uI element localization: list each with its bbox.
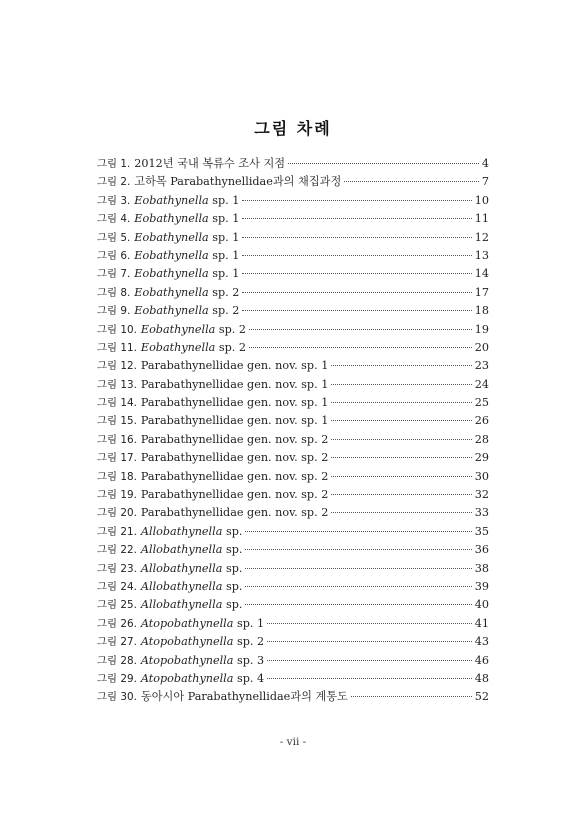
- dot-leader: [245, 549, 471, 550]
- figure-number: 그림 29.: [97, 672, 137, 685]
- toc-page-number: 18: [474, 304, 489, 318]
- species-suffix: sp. 1: [208, 267, 240, 281]
- genus-name: Allobathynella: [140, 524, 223, 538]
- genus-name: Eobathynella: [140, 340, 216, 354]
- toc-entry[interactable]: [97, 247, 489, 265]
- figure-caption: Parabathynellidae gen. nov. sp. 2: [140, 469, 329, 483]
- dot-leader: [331, 439, 471, 440]
- toc-entry-label: [97, 394, 328, 409]
- toc-page-number: 46: [474, 653, 489, 667]
- genus-name: Eobathynella: [134, 230, 209, 244]
- figure-caption: 2012년 국내 복류수 조사 지점: [134, 157, 286, 170]
- figure-number: 그림 3.: [97, 194, 131, 207]
- genus-name: Eobathynella: [134, 193, 209, 207]
- figure-caption: Parabathynellidae gen. nov. sp. 2: [140, 432, 329, 446]
- toc-page-number: 28: [474, 432, 489, 446]
- species-suffix: sp. 2: [215, 340, 247, 354]
- genus-name: Eobathynella: [134, 304, 209, 318]
- toc-page-number: 36: [474, 543, 489, 557]
- figure-number: 그림 6.: [97, 249, 131, 262]
- toc-entry-label: [97, 596, 242, 611]
- toc-entry[interactable]: [97, 504, 489, 522]
- dot-leader: [331, 365, 471, 366]
- dot-leader: [331, 420, 471, 421]
- toc-entry-label: [97, 431, 328, 446]
- toc-entry-label: [97, 265, 239, 280]
- genus-name: Eobathynella: [134, 267, 209, 281]
- toc-entry[interactable]: [97, 210, 489, 228]
- toc-page-number: 38: [474, 561, 489, 575]
- figure-number: 그림 20.: [97, 507, 137, 520]
- genus-name: Allobathynella: [140, 579, 223, 593]
- figure-number: 그림 10.: [97, 323, 137, 336]
- figure-number: 그림 19.: [97, 489, 137, 502]
- toc-page-number: 33: [474, 506, 489, 520]
- genus-name: Atopobathynella: [140, 635, 234, 649]
- dot-leader: [288, 163, 479, 164]
- toc-entry-label: [97, 339, 246, 354]
- toc-page-number: 23: [474, 359, 489, 373]
- toc-page-number: 32: [474, 488, 489, 502]
- figure-number: 그림 25.: [97, 599, 137, 612]
- toc-page-number: 30: [474, 469, 489, 483]
- toc-page-number: 39: [474, 579, 489, 593]
- species-suffix: sp.: [222, 543, 243, 557]
- toc-entry-label: [97, 284, 239, 299]
- dot-leader: [331, 494, 471, 495]
- dot-leader: [331, 512, 471, 513]
- toc-entry-label: [97, 468, 328, 483]
- toc-entry-label: [97, 578, 242, 593]
- dot-leader: [267, 641, 472, 642]
- dot-leader: [242, 273, 471, 274]
- species-suffix: sp.: [222, 524, 243, 538]
- genus-name: Allobathynella: [140, 561, 223, 575]
- species-suffix: sp. 3: [233, 653, 265, 667]
- toc-entry[interactable]: [97, 229, 489, 247]
- toc-entry-label: [97, 615, 264, 630]
- toc-entry-label: [97, 321, 246, 336]
- toc-entry[interactable]: [97, 173, 489, 191]
- toc-page-number: 20: [474, 340, 489, 354]
- figure-caption: 고하목 Parabathynellidae과의 채집과정: [134, 175, 342, 189]
- figure-number: 그림 15.: [97, 415, 137, 428]
- toc-entry-label: [97, 541, 242, 556]
- figure-number: 그림 17.: [97, 452, 137, 465]
- genus-name: Atopobathynella: [140, 653, 234, 667]
- figure-caption: Parabathynellidae gen. nov. sp. 2: [140, 451, 329, 465]
- figure-number: 그림 1.: [97, 158, 131, 170]
- species-suffix: sp. 1: [208, 230, 240, 244]
- toc-entry-label: [97, 247, 239, 262]
- species-suffix: sp. 4: [233, 671, 265, 685]
- toc-entry-label: [97, 633, 264, 648]
- dot-leader: [249, 347, 472, 348]
- dot-leader: [267, 623, 472, 624]
- toc-entry-label: [97, 192, 239, 207]
- toc-entry[interactable]: [97, 633, 489, 651]
- figure-caption: Parabathynellidae gen. nov. sp. 1: [140, 396, 329, 410]
- toc-page-number: 10: [474, 193, 489, 207]
- dot-leader: [245, 586, 471, 587]
- species-suffix: sp.: [222, 561, 243, 575]
- toc-page-number: 14: [474, 267, 489, 281]
- toc-entry[interactable]: [97, 652, 489, 670]
- figure-caption: Parabathynellidae gen. nov. sp. 2: [140, 506, 329, 520]
- toc-page-number: 25: [474, 396, 489, 410]
- figure-number: 그림 5.: [97, 231, 131, 244]
- figure-number: 그림 22.: [97, 544, 137, 557]
- toc-page-number: 19: [474, 322, 489, 336]
- species-suffix: sp. 2: [208, 285, 240, 299]
- genus-name: Allobathynella: [140, 598, 223, 612]
- dot-leader: [242, 292, 471, 293]
- dot-leader: [245, 568, 471, 569]
- toc-entry[interactable]: [97, 523, 489, 541]
- species-suffix: sp. 1: [208, 193, 240, 207]
- toc-entry[interactable]: [97, 578, 489, 596]
- toc-page-number: 52: [474, 690, 489, 704]
- toc-entry[interactable]: [97, 596, 489, 614]
- toc-entry[interactable]: [97, 321, 489, 339]
- toc-entry[interactable]: [97, 615, 489, 633]
- toc-entry[interactable]: [97, 449, 489, 467]
- dot-leader: [267, 678, 472, 679]
- figure-number: 그림 11.: [97, 341, 137, 354]
- toc-page-number: 13: [474, 248, 489, 262]
- dot-leader: [242, 255, 471, 256]
- figure-number: 그림 16.: [97, 433, 137, 446]
- dot-leader: [249, 329, 472, 330]
- figure-number: 그림 14.: [97, 397, 137, 410]
- toc-page-number: 35: [474, 524, 489, 538]
- toc-entry-label: [97, 357, 328, 372]
- toc-page-number: 12: [474, 230, 489, 244]
- toc-entry[interactable]: [97, 265, 489, 283]
- toc-entry-label: [97, 688, 348, 704]
- toc-page-number: 7: [481, 175, 489, 189]
- toc-entry[interactable]: [97, 541, 489, 559]
- dot-leader: [267, 660, 472, 661]
- toc-entry[interactable]: [97, 688, 489, 706]
- toc-entry[interactable]: [97, 192, 489, 210]
- toc-entry-label: [97, 486, 328, 501]
- toc-entry-label: [97, 302, 239, 317]
- toc-page-number: 26: [474, 414, 489, 428]
- toc-page-number: 48: [474, 671, 489, 685]
- genus-name: Atopobathynella: [140, 671, 234, 685]
- toc-entry[interactable]: [97, 412, 489, 430]
- toc-entry[interactable]: [97, 486, 489, 504]
- toc-page-number: 17: [474, 285, 489, 299]
- toc-entry[interactable]: [97, 302, 489, 320]
- dot-leader: [245, 604, 471, 605]
- dot-leader: [242, 237, 471, 238]
- toc-page-number: 11: [474, 212, 489, 226]
- page-title: 그림 차례: [254, 119, 332, 138]
- dot-leader: [245, 531, 471, 532]
- figure-caption: Parabathynellidae gen. nov. sp. 1: [140, 414, 329, 428]
- figure-number: 그림 12.: [97, 360, 137, 373]
- toc-page-number: 41: [474, 616, 489, 630]
- toc-entry-label: [97, 173, 341, 189]
- toc-entry-label: [97, 670, 264, 685]
- dot-leader: [331, 457, 471, 458]
- toc-entry-label: [97, 449, 328, 464]
- dot-leader: [242, 218, 471, 219]
- toc-page-number: 43: [474, 635, 489, 649]
- toc-entry-label: [97, 504, 328, 519]
- figure-number: 그림 9.: [97, 305, 131, 318]
- toc-entry-label: [97, 652, 264, 667]
- species-suffix: sp. 2: [233, 635, 265, 649]
- figure-number: 그림 7.: [97, 268, 131, 281]
- toc-page-number: 29: [474, 451, 489, 465]
- toc-entry-label: [97, 210, 239, 225]
- toc-entry-label: [97, 560, 242, 575]
- species-suffix: sp.: [222, 598, 243, 612]
- genus-name: Eobathynella: [140, 322, 216, 336]
- species-suffix: sp. 2: [208, 304, 240, 318]
- figure-number: 그림 2.: [97, 176, 131, 189]
- toc-entry-label: [97, 155, 285, 171]
- figure-number: 그림 8.: [97, 286, 131, 299]
- toc-page-number: 4: [481, 157, 489, 170]
- dot-leader: [331, 384, 471, 385]
- figure-caption: Parabathynellidae gen. nov. sp. 1: [140, 359, 329, 373]
- figure-caption: Parabathynellidae gen. nov. sp. 1: [140, 377, 329, 391]
- toc-entry-label: [97, 376, 328, 391]
- dot-leader: [242, 310, 471, 311]
- figure-caption: Parabathynellidae gen. nov. sp. 2: [140, 488, 329, 502]
- species-suffix: sp. 1: [233, 616, 265, 630]
- figure-number: 그림 30.: [97, 691, 137, 704]
- dot-leader: [351, 696, 472, 697]
- figure-number: 그림 4.: [97, 213, 131, 226]
- toc-entry[interactable]: [97, 670, 489, 688]
- toc-entry-label: [97, 229, 239, 244]
- toc-entry[interactable]: [97, 155, 489, 173]
- dot-leader: [331, 402, 471, 403]
- toc-entry[interactable]: [97, 376, 489, 394]
- toc-page-number: 24: [474, 377, 489, 391]
- toc-entry[interactable]: [97, 339, 489, 357]
- species-suffix: sp. 1: [208, 248, 240, 262]
- figure-number: 그림 28.: [97, 654, 137, 667]
- genus-name: Eobathynella: [134, 212, 209, 226]
- figure-number: 그림 24.: [97, 580, 137, 593]
- species-suffix: sp. 2: [215, 322, 247, 336]
- toc-entry[interactable]: [97, 468, 489, 486]
- genus-name: Eobathynella: [134, 285, 209, 299]
- figure-number: 그림 27.: [97, 636, 137, 649]
- figure-number: 그림 18.: [97, 470, 137, 483]
- toc-entry-label: [97, 523, 242, 538]
- toc-entry[interactable]: [97, 560, 489, 578]
- toc-entry[interactable]: [97, 284, 489, 302]
- figure-number: 그림 23.: [97, 562, 137, 575]
- toc-entry[interactable]: [97, 357, 489, 375]
- toc-entry-label: [97, 412, 328, 427]
- figure-toc-list: [97, 155, 489, 707]
- figure-caption: 동아시아 Parabathynellidae과의 계통도: [140, 690, 348, 704]
- dot-leader: [344, 181, 479, 182]
- genus-name: Allobathynella: [140, 543, 223, 557]
- page-number: - vii -: [279, 736, 307, 748]
- species-suffix: sp.: [222, 579, 243, 593]
- toc-entry[interactable]: [97, 431, 489, 449]
- toc-page-number: 40: [474, 598, 489, 612]
- figure-number: 그림 21.: [97, 525, 137, 538]
- toc-entry[interactable]: [97, 394, 489, 412]
- genus-name: Atopobathynella: [140, 616, 234, 630]
- dot-leader: [331, 476, 471, 477]
- figure-number: 그림 13.: [97, 378, 137, 391]
- figure-number: 그림 26.: [97, 617, 137, 630]
- species-suffix: sp. 1: [208, 212, 240, 226]
- dot-leader: [242, 200, 471, 201]
- genus-name: Eobathynella: [134, 248, 209, 262]
